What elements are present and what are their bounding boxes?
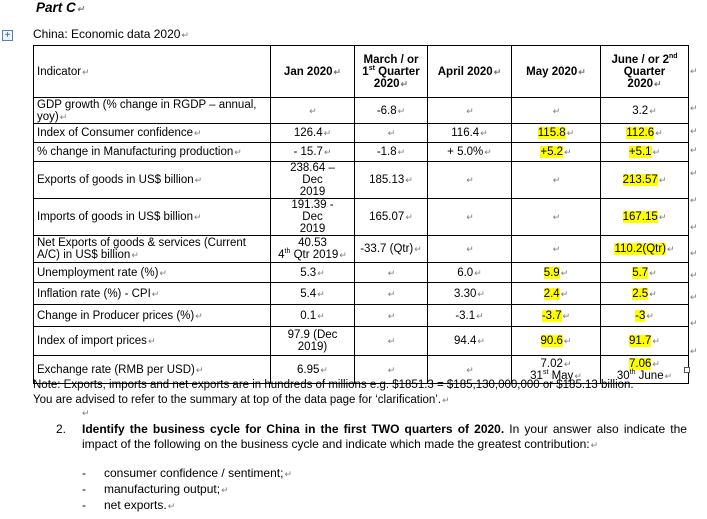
cell-may: -3.7↵ <box>512 305 601 327</box>
cell-april: ↵ <box>428 356 512 384</box>
cell-indicator: GDP growth (% change in RGDP – annual, yoy)↵ <box>34 98 271 124</box>
cell-may: 90.6↵ <box>512 327 601 356</box>
table-move-handle-icon[interactable]: + <box>2 30 13 41</box>
cell-march: ↵ <box>355 283 428 305</box>
cell-april: -3.1↵ <box>428 305 512 327</box>
cell-june: 213.57↵ <box>601 162 689 199</box>
cell-march: 185.13↵ <box>355 162 428 199</box>
cell-indicator: Exports of goods in US$ billion↵ <box>34 162 271 199</box>
table-row <box>34 283 689 305</box>
table-row <box>34 263 689 283</box>
cell-march: ↵ <box>355 263 428 283</box>
question-list <box>82 466 292 514</box>
question-number: 2. <box>56 422 67 436</box>
cell-may: ↵ <box>512 98 601 124</box>
cell-indicator: % change in Manufacturing production↵ <box>34 143 271 162</box>
cell-indicator: Unemployment rate (%)↵ <box>34 263 271 283</box>
cell-june: 5.7↵ <box>601 263 689 283</box>
cell-jan: 6.95↵ <box>271 356 355 384</box>
cell-march: ↵ <box>355 305 428 327</box>
cell-april: ↵ <box>428 236 512 263</box>
cell-may: ↵ <box>512 199 601 236</box>
header-april: April 2020↵ <box>428 46 512 98</box>
cell-april: 94.4↵ <box>428 327 512 356</box>
table-row <box>34 162 689 199</box>
list-item: - net exports.↵ <box>82 498 176 512</box>
cell-april: ↵ <box>428 162 512 199</box>
header-march: March / or 1st Quarter 2020↵ <box>355 46 428 98</box>
cell-june: -3↵ <box>601 305 689 327</box>
cell-april: + 5.0%↵ <box>428 143 512 162</box>
cell-march: -6.8↵ <box>355 98 428 124</box>
blank-paragraph-mark: ↵ <box>82 408 90 418</box>
table-note: Note: Exports, imports and net exports are in hundreds of millions e.g. $1851.3 = $185,130,000,000 or $185.13 billion. You are advised to refer to the summary at top of the data page for ‘clarification’.↵ <box>33 379 634 406</box>
table-row <box>34 327 689 356</box>
table-row <box>34 124 689 143</box>
cell-june: +5.1↵ <box>601 143 689 162</box>
table-row <box>34 236 689 263</box>
cell-may: 7.02↵ 31st May↵ <box>512 356 601 384</box>
question-text: Identify the business cycle for China in the first TWO quarters of 2020. In your answer also indicate the impact of the following on the business cycle and indicate which made the greatest contribution:↵ <box>82 422 687 451</box>
table-row <box>34 98 689 124</box>
cell-jan: 40.53 4th Qtr 2019↵ <box>271 236 355 263</box>
cell-indicator: Imports of goods in US$ billion↵ <box>34 199 271 236</box>
economic-data-table <box>33 45 689 384</box>
cell-may: 115.8↵ <box>512 124 601 143</box>
header-indicator: Indicator↵ <box>34 46 271 98</box>
table-caption: China: Economic data 2020↵ <box>33 27 189 41</box>
cell-jan: 97.9 (Dec 2019) <box>271 327 355 356</box>
cell-jan: 238.64 – Dec 2019 <box>271 162 355 199</box>
cell-april: ↵ <box>428 98 512 124</box>
cell-march: ↵ <box>355 327 428 356</box>
cell-may: ↵ <box>512 236 601 263</box>
cell-jan: 5.4↵ <box>271 283 355 305</box>
cell-april: 6.0↵ <box>428 263 512 283</box>
cell-may: 2.4↵ <box>512 283 601 305</box>
cell-may: 5.9↵ <box>512 263 601 283</box>
header-jan: Jan 2020↵ <box>271 46 355 98</box>
cell-march: -1.8↵ <box>355 143 428 162</box>
cell-indicator: Index of import prices↵ <box>34 327 271 356</box>
cell-jan: 126.4↵ <box>271 124 355 143</box>
cell-june: 91.7↵ <box>601 327 689 356</box>
cell-may: +5.2↵ <box>512 143 601 162</box>
header-june: June / or 2nd Quarter 2020↵ <box>601 46 689 98</box>
cell-april: 116.4↵ <box>428 124 512 143</box>
cell-june: 112.6↵ <box>601 124 689 143</box>
cell-indicator: Exchange rate (RMB per USD)↵ <box>34 356 271 384</box>
cell-indicator: Change in Producer prices (%)↵ <box>34 305 271 327</box>
table-row <box>34 199 689 236</box>
cell-jan: 191.39 - Dec 2019 <box>271 199 355 236</box>
header-may: May 2020↵ <box>512 46 601 98</box>
table-row <box>34 143 689 162</box>
cell-may: ↵ <box>512 162 601 199</box>
cell-jan: - 15.7↵ <box>271 143 355 162</box>
cell-march: -33.7 (Qtr)↵ <box>355 236 428 263</box>
cell-indicator: Inflation rate (%) - CPI↵ <box>34 283 271 305</box>
cell-june: 3.2↵ <box>601 98 689 124</box>
part-title: Part C↵ <box>36 0 85 15</box>
cell-indicator: Net Exports of goods & services (Current A/C) in US$ billion↵ <box>34 236 271 263</box>
cell-june: 7.06↵ 30th June↵ <box>601 356 689 384</box>
cell-april: 3.30↵ <box>428 283 512 305</box>
list-item: - manufacturing output;↵ <box>82 482 229 496</box>
cell-june: 167.15↵ <box>601 199 689 236</box>
cell-jan: ↵ <box>271 98 355 124</box>
table-resize-handle-icon[interactable] <box>684 367 690 373</box>
cell-march: ↵ <box>355 356 428 384</box>
cell-jan: 5.3↵ <box>271 263 355 283</box>
cell-jan: 0.1↵ <box>271 305 355 327</box>
table-row <box>34 305 689 327</box>
list-item: - consumer confidence / sentiment;↵ <box>82 466 292 480</box>
cell-april: ↵ <box>428 199 512 236</box>
cell-march: 165.07↵ <box>355 199 428 236</box>
cell-indicator: Index of Consumer confidence↵ <box>34 124 271 143</box>
cell-june: 110.2(Qtr)↵ <box>601 236 689 263</box>
cell-march: ↵ <box>355 124 428 143</box>
cell-june: 2.5↵ <box>601 283 689 305</box>
header-row <box>34 46 689 98</box>
